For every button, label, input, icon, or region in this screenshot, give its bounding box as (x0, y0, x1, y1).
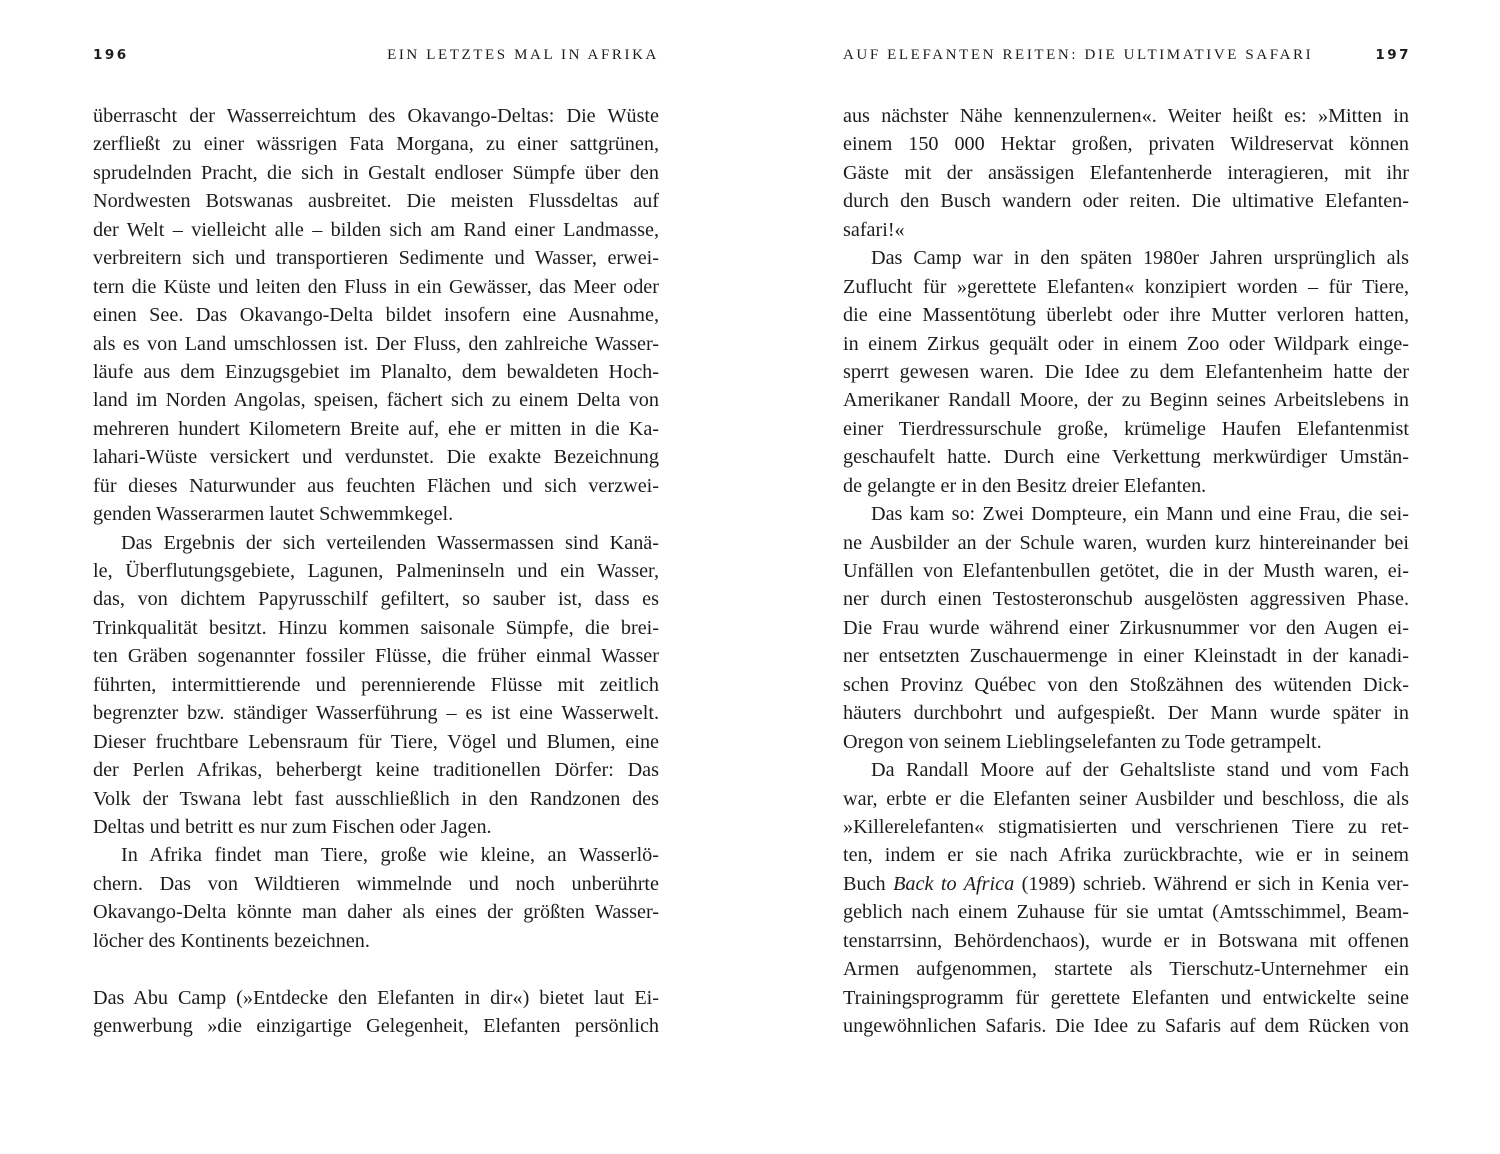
text-line: de gelangte er in den Besitz dreier Elefanten. (843, 474, 1207, 497)
text-line: Volk der Tswana lebt fast ausschließlich in den Randzonen des (93, 787, 659, 810)
text-line: Deltas und betritt es nur zum Fischen oder Jagen. (93, 815, 492, 838)
text-line: safari!« (843, 218, 905, 241)
text-line: Das Camp war in den späten 1980er Jahren ursprünglich als (871, 247, 1409, 270)
text-line: durch den Busch wandern oder reiten. Die ultimative Elefanten- (843, 190, 1409, 213)
text-line: Das Ergebnis der sich verteilenden Wassermassen sind Kanä- (121, 531, 659, 554)
text-line: überrascht der Wasserreichtum des Okavango-Deltas: Die Wüste (93, 105, 659, 127)
running-header (843, 47, 1409, 69)
text-line: In Afrika findet man Tiere, große wie kleine, an Wasserlö- (121, 844, 659, 867)
text-line: geblich nach einem Zuhause für sie umtat (Amtsschimmel, Beam- (843, 901, 1409, 924)
text-line: sprudelnden Pracht, die sich in Gestalt endloser Sümpfe über den (93, 161, 659, 184)
text-line: chern. Das von Wildtieren wimmelnde und noch unberührte (93, 872, 659, 895)
text-line: läufe aus dem Einzugsgebiet im Planalto, dem bewaldeten Hoch- (93, 360, 659, 383)
text-line: schen Provinz Québec von den Stoßzähnen des wütenden Dick- (843, 673, 1409, 696)
section-break (93, 955, 659, 983)
text-line: Amerikaner Randall Moore, der zu Beginn seines Arbeitslebens in (843, 389, 1409, 412)
chapter-title: EIN LETZTES MAL IN AFRIKA (387, 47, 659, 63)
text-line: ten, indem er sie nach Afrika zurückbrachte, wie er in seinem (843, 844, 1409, 867)
text-line: »Killerelefanten« stigmatisierten und verschrienen Tiere zu ret- (843, 815, 1409, 838)
text-line: Armen aufgenommen, startete als Tierschutz-Unternehmer ein (843, 958, 1409, 981)
text-line: einen See. Das Okavango-Delta bildet insofern eine Ausnahme, (93, 304, 659, 327)
text-line: sperrt gewesen waren. Die Idee zu dem Elefantenheim hatte der (843, 360, 1409, 383)
page-number: 197 (1375, 47, 1411, 63)
text-line: genden Wasserarmen lautet Schwemmkegel. (93, 503, 454, 526)
text-line: für dieses Naturwunder aus feuchten Flächen und sich verzwei- (93, 474, 659, 497)
text-line: der Welt – vielleicht alle – bilden sich am Rand einer Landmasse, (93, 218, 659, 241)
section-title: AUF ELEFANTEN REITEN: DIE ULTIMATIVE SAFARI (843, 47, 1314, 63)
text-line: das, von dichtem Papyrusschilf gefiltert, so sauber ist, dass es (93, 588, 659, 611)
text-line: war, erbte er die Elefanten seiner Ausbilder und beschloss, die als (843, 787, 1409, 810)
text-line: tern die Küste und leiten den Fluss in ein Gewässer, das Meer oder (93, 275, 659, 298)
text-line: land im Norden Angolas, speisen, fächert sich zu einem Delta von (93, 389, 659, 412)
text-line: als es von Land umschlossen ist. Der Fluss, den zahlreiche Wasser- (93, 332, 659, 355)
page-number: 196 (93, 47, 129, 63)
text-line: ner durch einen Testosteronschub ausgelösten aggressiven Phase. (843, 588, 1409, 611)
text-line: Das Abu Camp (»Entdecke den Elefanten in dir«) bietet laut Ei- (93, 986, 659, 1009)
text-line: mehreren hundert Kilometern Breite auf, ehe er mitten in die Ka- (93, 417, 659, 440)
body-text (93, 102, 659, 1040)
text-line: Oregon von seinem Lieblingselefanten zu Tode getrampelt. (843, 730, 1322, 753)
text-line: ne Ausbilder an der Schule waren, wurden kurz hintereinander bei (843, 531, 1409, 554)
text-line: geschaufelt hatte. Durch eine Verkettung merkwürdiger Umstän- (843, 446, 1409, 469)
text-line: Da Randall Moore auf der Gehaltsliste stand und vom Fach (871, 759, 1409, 782)
text-line: Buch Back to Africa (1989) schrieb. Während er sich in Kenia ver- (843, 872, 1409, 895)
text-line: Zuflucht für »gerettete Elefanten« konzipiert worden – für Tiere, (843, 275, 1409, 298)
text-line: ner entsetzten Zuschauermenge in einer Kleinstadt in der kanadi- (843, 645, 1409, 668)
text-line: Nordwesten Botswanas ausbreitet. Die meisten Flussdeltas auf (93, 190, 659, 213)
text-line: begrenzter bzw. ständiger Wasserführung – es ist eine Wasserwelt. (93, 702, 659, 725)
text-line: einem 150 000 Hektar großen, privaten Wildreservat können (843, 133, 1409, 156)
text-line: führten, intermittierende und perennierende Flüsse mit zeitlich (93, 673, 659, 696)
text-line: genwerbung »die einzigartige Gelegenheit, Elefanten persönlich (93, 1015, 659, 1037)
running-header (93, 47, 659, 69)
text-line: die eine Massentötung überlebt oder ihre Mutter verloren hatten, (843, 304, 1409, 327)
text-line: Gäste mit der ansässigen Elefantenherde interagieren, mit ihr (843, 161, 1409, 184)
text-line: verbreitern sich und transportieren Sedimente und Wasser, erwei- (93, 247, 659, 270)
body-text (843, 102, 1409, 1040)
text-line: häuters durchbohrt und aufgespießt. Der Mann wurde später in (843, 702, 1409, 725)
text-line: in einem Zirkus gequält oder in einem Zoo oder Wildpark einge- (843, 332, 1409, 355)
text-line: der Perlen Afrikas, beherbergt keine traditionellen Dörfer: Das (93, 759, 659, 782)
text-line: tenstarrsinn, Behördenchaos), wurde er in Botswana mit offenen (843, 929, 1409, 952)
text-line: Unfällen von Elefantenbullen getötet, die in der Musth waren, ei- (843, 560, 1409, 582)
text-line: zerfließt zu einer wässrigen Fata Morgana, zu einer sattgrünen, (93, 133, 659, 156)
text-line: einer Tierdressurschule große, krümelige Haufen Elefantenmist (843, 417, 1409, 440)
text-line: Dieser fruchtbare Lebensraum für Tiere, Vögel und Blumen, eine (93, 730, 659, 753)
text-line: ungewöhnlichen Safaris. Die Idee zu Safaris auf dem Rücken von (843, 1015, 1409, 1037)
book-title: Back to Africa (893, 872, 1015, 895)
text-line: le, Überflutungsgebiete, Lagunen, Palmeninseln und ein Wasser, (93, 560, 659, 582)
text-line: Das kam so: Zwei Dompteure, ein Mann und eine Frau, die sei- (871, 503, 1409, 526)
text-line: aus nächster Nähe kennenzulernen«. Weiter heißt es: »Mitten in (843, 105, 1409, 127)
text-line: löcher des Kontinents bezeichnen. (93, 929, 370, 952)
text-line: lahari-Wüste versickert und verdunstet. Die exakte Bezeichnung (93, 446, 659, 469)
text-line: Trinkqualität besitzt. Hinzu kommen saisonale Sümpfe, die brei- (93, 616, 659, 639)
text-line: Trainingsprogramm für gerettete Elefanten und entwickelte seine (843, 986, 1409, 1009)
text-line: ten Gräben sogenannter fossiler Flüsse, die früher einmal Wasser (93, 645, 659, 668)
text-line: Die Frau wurde während einer Zirkusnummer vor den Augen ei- (843, 616, 1409, 639)
text-line: Okavango-Delta könnte man daher als eines der größten Wasser- (93, 901, 659, 924)
